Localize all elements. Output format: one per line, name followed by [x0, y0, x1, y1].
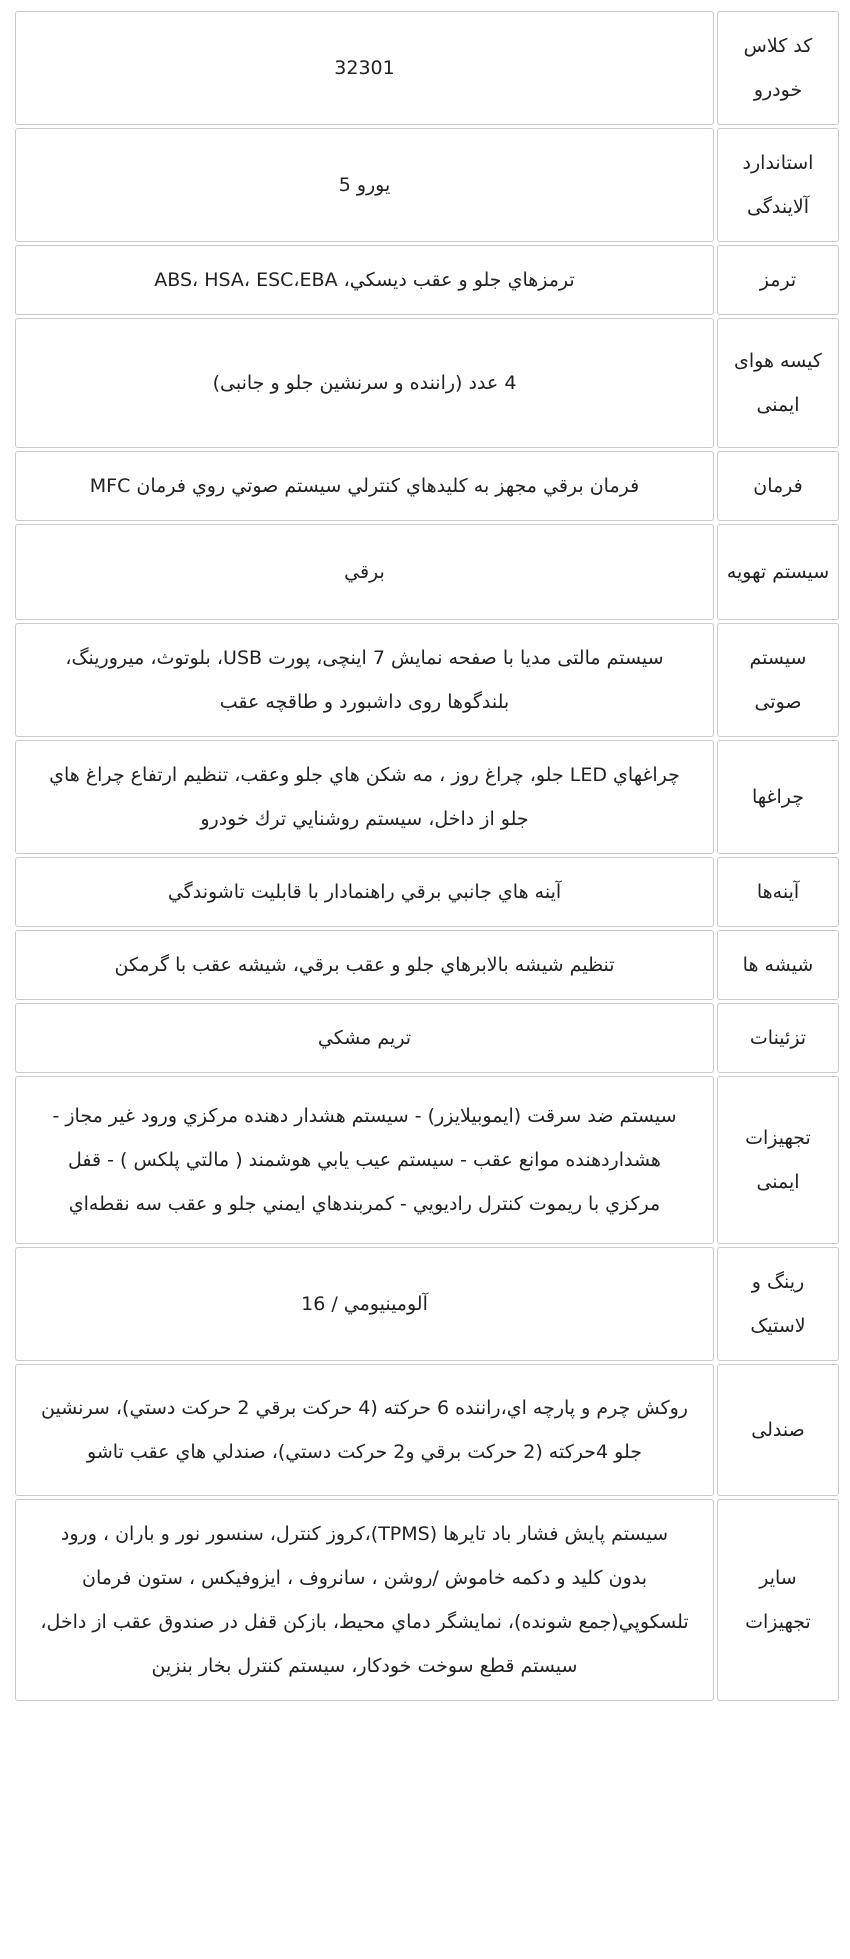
- spec-value: یورو 5: [15, 128, 714, 242]
- spec-label: سیستم تهویه: [717, 524, 839, 620]
- spec-label: شیشه ها: [717, 930, 839, 1000]
- spec-row-class-code: [15, 11, 839, 125]
- spec-row-lights: [15, 740, 839, 854]
- spec-label: کیسه هوای ایمنی: [717, 318, 839, 448]
- spec-value: چراغهاي LED جلو، چراغ روز ، مه شكن هاي جلو وعقب، تنظيم ارتفاع چراغ هاي جلو از داخل، سيستم روشنايي ترك خودرو: [15, 740, 714, 854]
- spec-row-mirrors: [15, 857, 839, 927]
- spec-value: سيستم پايش فشار باد تايرها (TPMS)،كروز كنترل، سنسور نور و باران ، ورود بدون كليد و دكمه خاموش /روشن ، سانروف ، ايزوفيكس ، ستون فرمان تلسكوپي(جمع شونده)، نمايشگر دماي محيط، بازكن قفل در صندوق عقب از داخل، سيستم قطع سوخت خودكار، سيستم كنترل بخار بنزين: [15, 1499, 714, 1701]
- spec-row-windows: [15, 930, 839, 1000]
- spec-row-safety-equipment: [15, 1076, 839, 1244]
- spec-value: آلومينيومي / 16: [15, 1247, 714, 1361]
- spec-value: تنظيم شيشه بالابرهاي جلو و عقب برقي، شيشه عقب با گرمكن: [15, 930, 714, 1000]
- spec-value: ترمزهاي جلو و عقب ديسكي، ABS، HSA، ESC،EBA: [15, 245, 714, 315]
- spec-label: کد کلاس خودرو: [717, 11, 839, 125]
- spec-value: آينه هاي جانبي برقي راهنمادار با قابليت تاشوندگي: [15, 857, 714, 927]
- spec-value: برقي: [15, 524, 714, 620]
- spec-label: سیستم صوتی: [717, 623, 839, 737]
- spec-row-ventilation: [15, 524, 839, 620]
- spec-row-trim: [15, 1003, 839, 1073]
- car-specifications-table: [12, 8, 842, 1704]
- spec-label: تجهیزات ایمنی: [717, 1076, 839, 1244]
- spec-label: چراغها: [717, 740, 839, 854]
- spec-row-airbags: [15, 318, 839, 448]
- spec-row-audio-system: [15, 623, 839, 737]
- spec-value: سيستم ضد سرقت (ايموبيلايزر) - سيستم هشدار دهنده مركزي ورود غير مجاز - هشداردهنده موانع عقب - سيستم عيب يابي هوشمند ( مالتي پلكس ) - قفل مركزي با ريموت كنترل راديويي - كمربندهاي ايمني جلو و عقب سه نقطه‌اي: [15, 1076, 714, 1244]
- spec-row-steering: [15, 451, 839, 521]
- spec-value: 32301: [15, 11, 714, 125]
- spec-row-wheels: [15, 1247, 839, 1361]
- spec-label: فرمان: [717, 451, 839, 521]
- spec-label: ترمز: [717, 245, 839, 315]
- spec-value: روكش چرم و پارچه اي،راننده 6 حركته (4 حركت برقي 2 حركت دستي)، سرنشين جلو 4حركته (2 حركت برقي و2 حركت دستي)، صندلي هاي عقب تاشو: [15, 1364, 714, 1496]
- spec-label: تزئینات: [717, 1003, 839, 1073]
- spec-row-seats: [15, 1364, 839, 1496]
- spec-value: تريم مشكي: [15, 1003, 714, 1073]
- spec-row-brakes: [15, 245, 839, 315]
- spec-label: استاندارد آلایندگی: [717, 128, 839, 242]
- spec-row-other-equipment: [15, 1499, 839, 1701]
- spec-value: 4 عدد (راننده و سرنشین جلو و جانبی): [15, 318, 714, 448]
- spec-label: صندلی: [717, 1364, 839, 1496]
- spec-value: فرمان برقي مجهز به كليدهاي كنترلي سيستم صوتي روي فرمان MFC: [15, 451, 714, 521]
- spec-row-emission-standard: [15, 128, 839, 242]
- spec-label: آینه‌ها: [717, 857, 839, 927]
- spec-label: سایر تجهیزات: [717, 1499, 839, 1701]
- spec-value: سيستم مالتى مديا با صفحه نمايش 7 اينچى، پورت USB، بلوتوث، ميرورينگ، بلندگوها روى داشبورد و طاقچه عقب: [15, 623, 714, 737]
- spec-label: رینگ و لاستیک: [717, 1247, 839, 1361]
